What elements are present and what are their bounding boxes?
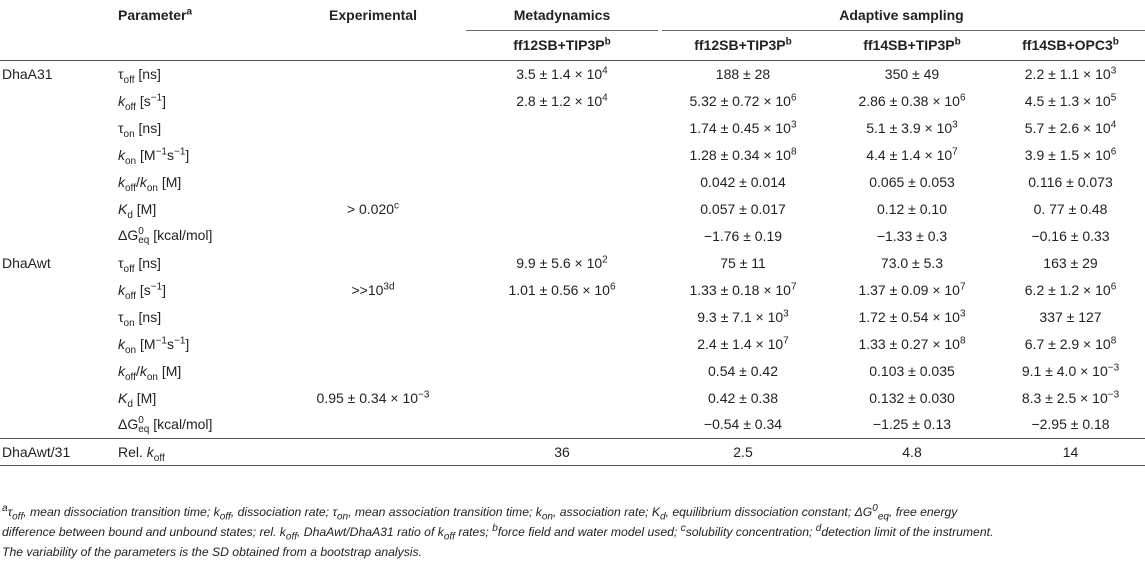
row-group-label [0, 114, 118, 141]
row-parameter: $K_d$ [M] [118, 200, 157, 221]
adaptive-ff14sb-opc3-value: 163 ± 29 [1043, 254, 1098, 271]
table-row [0, 384, 1145, 411]
metadynamics-header: Metadynamics [513, 7, 611, 23]
table-row [0, 87, 1145, 114]
row-group-label [0, 384, 118, 411]
table-row [0, 438, 1145, 465]
metadynamics-value [466, 303, 658, 330]
table-footnote [2, 502, 1142, 562]
adaptive-ff14sb-tip3p-value: 0.12 ± 0.10 [877, 200, 947, 217]
adaptive-ff14sb-tip3p-value: $2.86 \pm 0.38 \times 10^6$ [858, 91, 966, 109]
table-row [0, 357, 1145, 384]
metadynamics-value: $9.9 \pm 5.6 \times 10^2$ [516, 253, 608, 271]
footnote-line-1: $^a\tau_{off}$, mean dissociation transition time; $k_{off}$, dissociation rate; $\tau_{on}$, mean association transition time; $k_{on}$, association rate; $K_d$, equilibrium dissociation constant; $\Delta G^0_{eq}$, free energy [2, 502, 958, 523]
experimental-value: $>>10^{3d}$ [351, 280, 395, 298]
adaptive-ff14sb-opc3-value: $6.7 \pm 2.9 \times 10^8$ [1024, 334, 1117, 352]
experimental-value [280, 438, 466, 465]
adaptive-ff14sb-opc3-value: $8.3 \pm 2.5 \times 10^{-3}$ [1021, 388, 1120, 406]
row-parameter: $k_{off}$ $[s^{-1}]$ [118, 91, 167, 113]
experimental-value [280, 303, 466, 330]
row-group-label [0, 222, 118, 249]
adaptive-underline [662, 30, 1145, 31]
adaptive-ff14sb-tip3p-value: $1.72 \pm 0.54 \times 10^3$ [858, 307, 966, 325]
ff-col-a2: $ff14SB+TIP3P^b$ [863, 36, 961, 53]
metadynamics-value [466, 168, 658, 195]
adaptive-ff14sb-tip3p-value: 0.103 ± 0.035 [869, 362, 955, 379]
row-parameter: $\tau_{off}$ [ns] [118, 65, 161, 86]
experimental-value: > 0.020$^c$ [346, 199, 400, 217]
row-parameter: $\tau_{off}$ [ns] [118, 254, 161, 275]
parameter-header: Parameter$^a$ [118, 6, 193, 23]
row-parameter: $k_{off}$ $[s^{-1}]$ [118, 280, 167, 302]
footnote-line-3: The variability of the parameters is the SD obtained from a bootstrap analysis. [2, 545, 422, 559]
adaptive-ff12sb-value: 0.42 ± 0.38 [708, 389, 778, 406]
adaptive-ff12sb-value: 0.54 ± 0.42 [708, 362, 778, 379]
adaptive-ff14sb-opc3-value: $2.2 \pm 1.1 \times 10^3$ [1024, 65, 1117, 82]
metadynamics-value [466, 222, 658, 249]
row-parameter: $k_{off}/k_{on}$ [M] [118, 173, 182, 194]
adaptive-sampling-header: Adaptive sampling [839, 7, 964, 23]
experimental-value [280, 411, 466, 438]
row-group-label [0, 303, 118, 330]
metadynamics-value [466, 195, 658, 222]
metadynamics-value [466, 141, 658, 168]
table-row [0, 114, 1145, 141]
metadynamics-value [466, 114, 658, 141]
row-parameter: $k_{on}$ $[M^{-1}s^{-1}]$ [118, 334, 190, 356]
table-row [0, 222, 1145, 249]
adaptive-ff14sb-tip3p-value: $5.1 \pm 3.9 \times 10^3$ [866, 118, 958, 136]
table-row [0, 276, 1145, 303]
row-group-label [0, 87, 118, 114]
row-parameter: $K_d$ [M] [118, 389, 157, 410]
row-parameter: $k_{off}/k_{on}$ [M] [118, 362, 182, 383]
table-row [0, 195, 1145, 222]
experimental-value [280, 249, 466, 276]
experimental-value [280, 141, 466, 168]
adaptive-ff14sb-tip3p-value: 350 ± 49 [884, 65, 940, 82]
metadynamics-underline [466, 30, 658, 31]
header-row-2 [0, 30, 1145, 60]
adaptive-ff12sb-value: $1.33 \pm 0.18 \times 10^7$ [689, 280, 797, 298]
row-group-label [0, 141, 118, 168]
footnote-line-2: difference between bound and unbound states; rel. $k_{off}$, DhaAwt/DhaA31 ratio of $k_{off}$ rates; $^b$force field and water model used; $^c$solubility concentration; $^d$detection limit of the instrument. [2, 522, 994, 543]
metadynamics-value [466, 411, 658, 438]
metadynamics-value: $1.01 \pm 0.56 \times 10^6$ [508, 280, 616, 298]
adaptive-ff12sb-value: 2.5 [733, 443, 753, 460]
header-row-1 [0, 0, 1145, 30]
adaptive-ff14sb-tip3p-value: −1.25 ± 0.13 [872, 416, 952, 433]
table-row [0, 303, 1145, 330]
experimental-value [280, 222, 466, 249]
ff-col-a1: $ff12SB+TIP3P^b$ [694, 36, 792, 53]
row-group-label: DhaAwt/31 [2, 443, 71, 460]
adaptive-ff12sb-value: $5.32 \pm 0.72 \times 10^6$ [689, 91, 797, 109]
adaptive-ff14sb-tip3p-value: 0.065 ± 0.053 [869, 173, 955, 190]
row-group-label [0, 276, 118, 303]
adaptive-ff14sb-opc3-value: 0. 77 ± 0.48 [1033, 200, 1108, 217]
adaptive-ff14sb-opc3-value: $3.9 \pm 1.5 \times 10^6$ [1024, 145, 1117, 163]
table-row [0, 249, 1145, 276]
adaptive-ff14sb-opc3-value: $5.7 \pm 2.6 \times 10^4$ [1024, 118, 1117, 136]
table-row [0, 60, 1145, 87]
row-group-label [0, 411, 118, 438]
ff-col-a3: $ff14SB+OPC3^b$ [1022, 36, 1119, 53]
row-parameter: $k_{on}$ $[M^{-1}s^{-1}]$ [118, 145, 190, 167]
metadynamics-value [466, 384, 658, 411]
row-parameter: $\tau_{on}$ [ns] [118, 308, 162, 329]
row-group-label [0, 357, 118, 384]
adaptive-ff14sb-tip3p-value: $1.37 \pm 0.09 \times 10^7$ [858, 280, 966, 298]
adaptive-ff14sb-opc3-value: −2.95 ± 0.18 [1031, 416, 1110, 433]
metadynamics-value: $2.8 \pm 1.2 \times 10^4$ [516, 91, 608, 109]
metadynamics-value [466, 357, 658, 384]
metadynamics-value: 36 [554, 443, 570, 460]
experimental-value: $0.95 \pm 0.34 \times 10^{-3}$ [316, 388, 430, 406]
adaptive-ff14sb-tip3p-value: $4.4 \pm 1.4 \times 10^7$ [866, 145, 958, 163]
adaptive-ff14sb-opc3-value: 14 [1062, 443, 1079, 460]
adaptive-ff12sb-value: $1.74 \pm 0.45 \times 10^3$ [689, 118, 797, 136]
row-parameter: ΔG 0 eq [kcal/mol] [118, 226, 213, 247]
table-row [0, 411, 1145, 438]
adaptive-ff12sb-value: 75 ± 11 [720, 254, 766, 271]
adaptive-ff14sb-tip3p-value: 0.132 ± 0.030 [869, 389, 955, 406]
row-parameter: $\tau_{on}$ [ns] [118, 119, 162, 140]
experimental-value [280, 357, 466, 384]
adaptive-ff12sb-value: 0.057 ± 0.017 [700, 200, 786, 217]
adaptive-ff12sb-value: $2.4 \pm 1.4 \times 10^7$ [697, 334, 789, 352]
adaptive-ff14sb-opc3-value: $9.1 \pm 4.0 \times 10^{-3}$ [1021, 361, 1120, 379]
adaptive-ff12sb-value: 0.042 ± 0.014 [700, 173, 786, 190]
adaptive-ff14sb-opc3-value: −0.16 ± 0.33 [1031, 227, 1110, 244]
adaptive-ff12sb-value: 188 ± 28 [715, 65, 771, 82]
table-row [0, 330, 1145, 357]
experimental-header: Experimental [329, 7, 417, 23]
adaptive-ff12sb-value: $9.3 \pm 7.1 \times 10^3$ [697, 307, 789, 325]
adaptive-ff12sb-value: $1.28 \pm 0.34 \times 10^8$ [689, 145, 797, 163]
experimental-value [280, 114, 466, 141]
adaptive-ff14sb-tip3p-value: 4.8 [902, 443, 922, 460]
adaptive-ff14sb-tip3p-value: −1.33 ± 0.3 [876, 227, 948, 244]
adaptive-ff14sb-tip3p-value: $1.33 \pm 0.27 \times 10^8$ [858, 334, 966, 352]
table-row [0, 141, 1145, 168]
table-row [0, 168, 1145, 195]
row-group-label: DhaAwt [2, 254, 51, 271]
metadynamics-value [466, 330, 658, 357]
experimental-value [280, 60, 466, 87]
experimental-value [280, 168, 466, 195]
row-group-label [0, 168, 118, 195]
experimental-value [280, 330, 466, 357]
row-group-label: DhaA31 [2, 65, 53, 82]
adaptive-ff14sb-opc3-value: $4.5 \pm 1.3 \times 10^5$ [1024, 91, 1117, 109]
row-group-label [0, 330, 118, 357]
adaptive-ff14sb-opc3-value: 0.116 ± 0.073 [1028, 173, 1113, 190]
metadynamics-value: $3.5 \pm 1.4 \times 10^4$ [516, 65, 608, 82]
row-parameter: Rel. $k_{off}$ [118, 443, 165, 464]
adaptive-ff14sb-opc3-value: $6.2 \pm 1.2 \times 10^6$ [1024, 280, 1117, 298]
adaptive-ff14sb-tip3p-value: 73.0 ± 5.3 [880, 254, 944, 271]
row-parameter: ΔG 0 eq [kcal/mol] [118, 414, 213, 435]
adaptive-ff12sb-value: −1.76 ± 0.19 [703, 227, 783, 244]
table-body [0, 60, 1145, 465]
experimental-value [280, 87, 466, 114]
adaptive-ff14sb-opc3-value: 337 ± 127 [1039, 308, 1102, 325]
adaptive-ff12sb-value: −0.54 ± 0.34 [703, 416, 783, 433]
ff-col-meta: $ff12SB+TIP3P^b$ [513, 36, 611, 53]
row-group-label [0, 195, 118, 222]
